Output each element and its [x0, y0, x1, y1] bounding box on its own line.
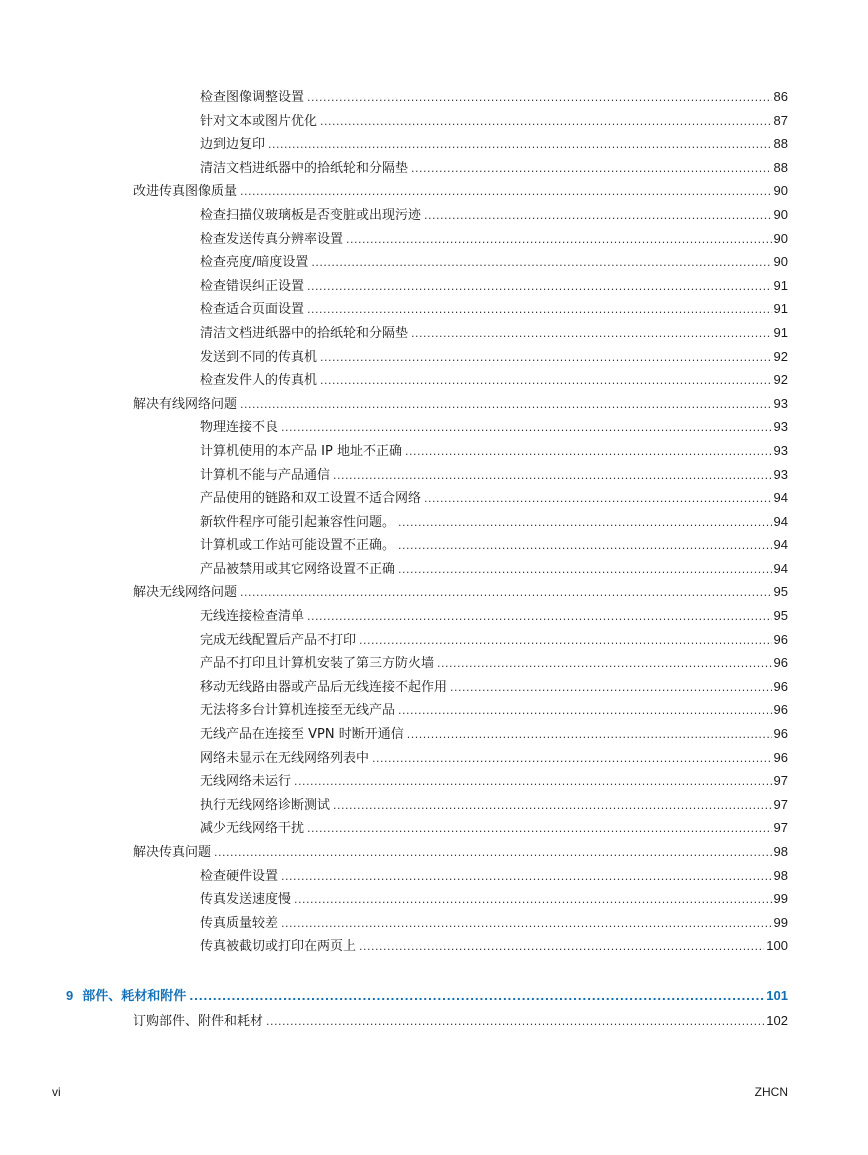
toc-entry-title: 清洁文档进纸器中的拾纸轮和分隔垫 [200, 325, 409, 341]
toc-entry-page-number: 93 [773, 466, 788, 482]
toc-entry-title: 物理连接不良 [200, 420, 279, 436]
toc-entry-page-number: 99 [773, 891, 788, 907]
toc-entry-page-number: 99 [773, 914, 788, 930]
toc-entry-title: 完成无线配置后产品不打印 [200, 632, 357, 648]
toc-entry-page-number: 97 [773, 796, 788, 812]
dot-leader [359, 935, 764, 959]
toc-entry-title: 检查发件人的传真机 [200, 373, 318, 389]
toc-entry-page-number: 98 [773, 867, 788, 883]
toc-entry-page-number: 98 [773, 844, 788, 859]
toc-subsection-entry[interactable] [0, 463, 868, 487]
toc-entry-page-number: 100 [766, 938, 788, 954]
toc-entry-title: 改进传真图像质量 [133, 184, 238, 200]
dot-leader [307, 275, 772, 299]
chapter-spacer [0, 958, 868, 983]
toc-entry-title: 订购部件、附件和耗材 [133, 1013, 264, 1029]
toc-entry-page-number: 96 [773, 631, 788, 647]
toc-section-entry[interactable] [0, 179, 868, 203]
toc-entry-title: 无线网络未运行 [200, 774, 292, 790]
dot-leader [405, 440, 772, 464]
chapter-page-number: 101 [766, 987, 788, 1003]
toc-entry-page-number: 97 [773, 773, 788, 789]
toc-entry-page-number: 91 [773, 324, 788, 340]
toc-entry-page-number: 95 [773, 584, 788, 600]
dot-leader [333, 464, 772, 488]
dot-leader [214, 841, 772, 865]
toc-entry-page-number: 96 [773, 749, 788, 765]
dot-leader [398, 534, 772, 558]
toc-subsection-entry[interactable] [0, 604, 868, 628]
dot-leader [307, 817, 772, 841]
toc-subsection-entry[interactable] [0, 486, 868, 510]
toc-entry-title: 发送到不同的传真机 [200, 349, 318, 365]
toc-entry-page-number: 90 [773, 183, 788, 199]
toc-entry-page-number: 87 [773, 112, 788, 128]
toc-subsection-entry[interactable] [0, 557, 868, 581]
toc-entry-title: 检查亮度/暗度设置 [200, 255, 309, 271]
dot-leader [268, 133, 772, 157]
toc-entry-title: 无线连接检查清单 [200, 609, 305, 625]
toc-subsection-entry[interactable] [0, 651, 868, 675]
dot-leader [320, 346, 772, 370]
toc-section-entry[interactable] [0, 392, 868, 416]
toc-entry-page-number: 91 [773, 301, 788, 317]
toc-entry-title: 移动无线路由器或产品后无线连接不起作用 [200, 679, 448, 695]
toc-entry-title: 边到边复印 [200, 137, 266, 153]
toc-entry-page-number: 86 [773, 89, 788, 104]
toc-subsection-entry[interactable] [0, 227, 868, 251]
dot-leader [240, 180, 772, 204]
toc-entry-page-number: 102 [766, 1012, 788, 1028]
toc-entry-title: 解决有线网络问题 [133, 396, 238, 412]
toc-entry-page-number: 96 [773, 702, 788, 718]
dot-leader [281, 865, 772, 889]
toc-subsection-entry[interactable] [0, 628, 868, 652]
dot-leader [407, 723, 772, 747]
toc-subsection-entry[interactable] [0, 864, 868, 888]
dot-leader [372, 747, 772, 771]
toc-entry-page-number: 90 [773, 206, 788, 222]
toc-subsection-entry[interactable] [0, 415, 868, 439]
toc-entry-title: 针对文本或图片优化 [200, 113, 318, 129]
toc-entry-title: 传真发送速度慢 [200, 892, 292, 908]
toc-entry-page-number: 96 [773, 655, 788, 671]
dot-leader [311, 251, 771, 275]
toc-entry-page-number: 94 [773, 537, 788, 553]
toc-entry-page-number: 90 [773, 254, 788, 270]
toc-section-entry[interactable] [0, 1009, 868, 1033]
toc-entry-title: 计算机或工作站可能设置不正确。 [200, 538, 396, 554]
toc-entry-title: 产品使用的链路和双工设置不适合网络 [200, 491, 422, 507]
toc-entry-title: 检查图像调整设置 [200, 90, 305, 105]
toc-entry-title: 检查错误纠正设置 [200, 278, 305, 294]
dot-leader [307, 605, 772, 629]
toc-subsection-entry[interactable] [0, 769, 868, 793]
toc-entry-title: 计算机使用的本产品 IP 地址不正确 [200, 443, 402, 459]
toc-entry-title: 产品被禁用或其它网络设置不正确 [200, 561, 396, 577]
toc-subsection-entry[interactable] [0, 274, 868, 298]
toc-entry-page-number: 92 [773, 348, 788, 364]
toc-subsection-entry[interactable] [0, 132, 868, 156]
toc-entry-title: 检查发送传真分辨率设置 [200, 231, 344, 247]
dot-leader [294, 888, 772, 912]
dot-leader [411, 322, 772, 346]
toc-subsection-entry[interactable] [0, 203, 868, 227]
toc-entry-title: 无线产品在连接至 VPN 时断开通信 [200, 727, 404, 743]
toc-entry-page-number: 96 [773, 678, 788, 694]
toc-entry-title: 计算机不能与产品通信 [200, 467, 331, 483]
dot-leader [281, 416, 772, 440]
dot-leader [240, 581, 772, 605]
toc-entry-page-number: 88 [773, 136, 788, 152]
toc-subsection-entry[interactable] [0, 156, 868, 180]
dot-leader [398, 558, 772, 582]
toc-subsection-entry[interactable] [0, 816, 868, 840]
toc-subsection-entry[interactable] [0, 321, 868, 345]
toc-entry-title: 执行无线网络诊断测试 [200, 797, 331, 813]
toc-subsection-entry[interactable] [0, 368, 868, 392]
dot-leader [320, 110, 772, 134]
toc-entry-title: 减少无线网络干扰 [200, 821, 305, 837]
dot-leader [294, 770, 772, 794]
chapter-entry-list [0, 1009, 868, 1033]
table-of-contents [0, 85, 868, 1033]
toc-entry-page-number: 94 [773, 513, 788, 529]
toc-entry-page-number: 94 [773, 560, 788, 576]
toc-chapter-heading[interactable] [0, 983, 868, 1009]
toc-entry-title: 检查扫描仪玻璃板是否变脏或出现污迹 [200, 207, 422, 223]
dot-leader [398, 699, 772, 723]
dot-leader [359, 629, 772, 653]
toc-entry-title: 解决传真问题 [133, 845, 212, 860]
dot-leader [240, 393, 772, 417]
toc-entry-title: 解决无线网络问题 [133, 585, 238, 601]
toc-subsection-entry[interactable] [0, 439, 868, 463]
dot-leader [307, 86, 772, 110]
toc-entry-title: 传真质量较差 [200, 915, 279, 931]
toc-entry-title: 检查适合页面设置 [200, 302, 305, 318]
toc-subsection-entry[interactable] [0, 297, 868, 321]
toc-entry-page-number: 93 [773, 395, 788, 411]
toc-entry-page-number: 88 [773, 159, 788, 175]
toc-section-entry[interactable] [0, 580, 868, 604]
toc-subsection-entry[interactable] [0, 887, 868, 911]
dot-leader [320, 369, 772, 393]
toc-subsection-entry[interactable] [0, 934, 868, 958]
dot-leader [189, 984, 764, 1010]
toc-entry-title: 传真被截切或打印在两页上 [200, 939, 357, 955]
footer-locale-label: ZHCN [754, 1085, 788, 1099]
dot-leader [450, 676, 772, 700]
toc-subsection-entry[interactable] [0, 722, 868, 746]
toc-entry-page-number: 94 [773, 490, 788, 506]
toc-subsection-entry[interactable] [0, 250, 868, 274]
dot-leader [437, 652, 772, 676]
toc-entry-title: 无法将多台计算机连接至无线产品 [200, 703, 396, 719]
toc-subsection-entry[interactable] [0, 109, 868, 133]
toc-entry-page-number: 93 [773, 442, 788, 458]
toc-subsection-entry[interactable] [0, 533, 868, 557]
toc-entry-title: 网络未显示在无线网络列表中 [200, 750, 370, 766]
dot-leader [281, 912, 772, 936]
toc-entry-title: 新软件程序可能引起兼容性问题。 [200, 514, 396, 530]
toc-entry-page-number: 91 [773, 277, 788, 293]
dot-leader [424, 204, 772, 228]
dot-leader [307, 298, 772, 322]
toc-entry-page-number: 97 [773, 820, 788, 836]
toc-entry-page-number: 92 [773, 372, 788, 388]
toc-subsection-entry[interactable] [0, 793, 868, 817]
toc-subsection-entry[interactable] [0, 746, 868, 770]
toc-entry-list [0, 85, 868, 958]
chapter-title: 部件、耗材和附件 [82, 988, 187, 1004]
toc-subsection-entry[interactable] [0, 698, 868, 722]
dot-leader [411, 157, 772, 181]
toc-entry-title: 清洁文档进纸器中的拾纸轮和分隔垫 [200, 160, 409, 176]
toc-entry-page-number: 96 [773, 726, 788, 742]
dot-leader [346, 228, 772, 252]
toc-subsection-entry[interactable] [0, 911, 868, 935]
toc-subsection-entry[interactable] [0, 345, 868, 369]
chapter-number: 9 [66, 987, 74, 1003]
dot-leader [333, 794, 772, 818]
toc-subsection-entry[interactable] [0, 675, 868, 699]
dot-leader [266, 1010, 764, 1034]
toc-entry-title: 产品不打印且计算机安装了第三方防火墙 [200, 656, 435, 672]
toc-section-entry[interactable] [0, 840, 868, 864]
toc-entry-page-number: 95 [773, 608, 788, 624]
toc-entry-page-number: 93 [773, 419, 788, 435]
toc-subsection-entry[interactable] [0, 510, 868, 534]
toc-entry-title: 检查硬件设置 [200, 868, 279, 884]
dot-leader [398, 511, 772, 535]
footer-page-label: vi [52, 1085, 61, 1099]
toc-subsection-entry[interactable] [0, 85, 868, 109]
toc-entry-page-number: 90 [773, 230, 788, 246]
dot-leader [424, 487, 772, 511]
